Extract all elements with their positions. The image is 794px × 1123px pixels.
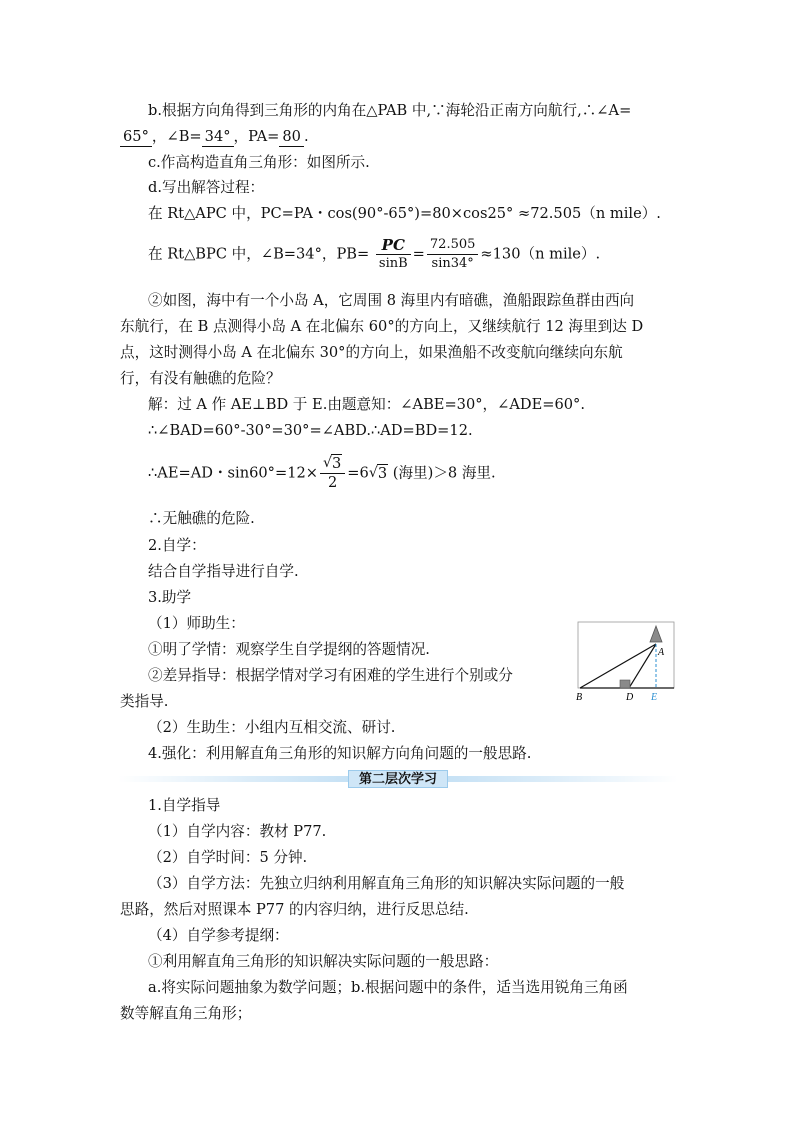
text-line-b-cont: 65° ，∠B= 34° ，PA= 80 . [120,126,309,148]
text-line-p2-3: 点，这时测得小岛 A 在北偏东 30°的方向上，如果渔船不改变航向继续向东航 [120,344,623,361]
answer-angle-a: 65° [120,128,152,147]
text-line-s3-2: （2）生助生：小组内互相交流、研讨. [148,719,396,736]
text-line-g1-4b: a.将实际问题抽象为数学问题；b.根据问题中的条件，适当选用锐角三角函 [148,979,628,996]
answer-angle-b: 34° [202,128,234,147]
text-line-p2-4: 行，有没有触礁的危险？ [120,370,281,387]
text-line-s2b: 结合自学指导进行自学. [148,563,299,580]
text-line-s3-1: （1）师助生： [148,615,245,632]
line-da [629,644,656,688]
fraction-72505-sin34: $\frac{72.505}{\sin 34^\circ}$ [427,236,479,273]
text-line-s3: 3.助学 [148,589,192,606]
text-line-apc: 在 Rt△APC 中，PC=PA・cos(90°-65°)=80×cos25° ≈72.505（n mile）. [148,205,661,222]
label-a: A [658,647,665,658]
sqrt-symbol: √ 3 [368,464,388,482]
text-line-sol-4: ∴无触礁的危险. [148,510,255,527]
geometry-figure [574,620,678,702]
text-line-g1-2: （2）自学时间：5 分钟. [148,849,308,866]
island-shape [650,626,662,642]
text-line-g1-1: （1）自学内容：教材 P77. [148,823,327,840]
text-line-g1-3a: （3）自学方法：先独立归纳利用解直角三角形的知识解决实际问题的一般 [148,875,625,892]
text-line-s3-1a: ①明了学情：观察学生自学提纲的答题情况. [148,641,430,658]
answer-pa: 80 [279,128,304,147]
label-e: E [651,692,658,702]
fraction-sqrt3-over-2: √ 3 2 [320,455,345,492]
text-line-sol-1: 解：过 A 作 AE⊥BD 于 E.由题意知：∠ABE=30°，∠ADE=60°. [148,396,585,413]
line-ba [580,644,656,688]
boat-shape [620,680,630,688]
text-line-g1-3b: 思路，然后对照课本 P77 的内容归纳，进行反思总结. [120,901,469,918]
text-line-g1-4c: 数等解直角三角形； [120,1005,252,1022]
text-line-s3-1c: 类指导. [120,693,169,710]
text-line-sol-3: ∴AE=AD・sin60°=12× √ 3 2 =6 √ 3 (海里)＞8 海里. [148,455,496,491]
text-line-c: c.作高构造直角三角形：如图所示. [148,154,370,171]
text-line-g1: 1.自学指导 [148,797,221,814]
text-line-p2-1: ②如图，海中有一个小岛 A，它周围 8 海里内有暗礁，渔船跟踪鱼群由西向 [148,292,635,309]
text-line-g1-4a: ①利用解直角三角形的知识解决实际问题的一般思路： [148,953,499,970]
label-b: B [576,692,583,702]
text-line-p2-2: 东航行，在 B 点测得小岛 A 在北偏东 60°的方向上，又继续航行 12 海里到达 D [120,318,644,335]
text-line-d: d.写出解答过程： [148,179,265,196]
banner-title: 第二层次学习 [348,770,448,788]
text-line-sol-2: ∴∠BAD=60°-30°=30°=∠ABD.∴AD=BD=12. [148,422,473,439]
text-line-b: b.根据方向角得到三角形的内角在△PAB 中,∵海轮沿正南方向航行,∴∠A= [148,102,632,119]
section-banner [118,770,678,788]
fraction-pc-sinb: $\frac{PC}{\sin B}$ [376,236,411,273]
text-line-bpc: 在 Rt△BPC 中，∠B=34°，PB= $\frac{PC}{\sin B}$ = $\frac{72.505}{\sin 34^\circ}$ ≈130（n mile）. [148,236,601,271]
text-line-s4: 4.强化：利用解直角三角形的知识解方向角问题的一般思路. [148,745,532,762]
text-line-g1-4: （4）自学参考提纲： [148,927,289,944]
label-d: D [626,692,634,702]
text-line-s3-1b: ②差异指导：根据学情对学习有困难的学生进行个别或分 [148,667,513,684]
text-line-s2: 2.自学： [148,537,206,554]
sqrt-symbol: √ 3 [323,455,342,472]
